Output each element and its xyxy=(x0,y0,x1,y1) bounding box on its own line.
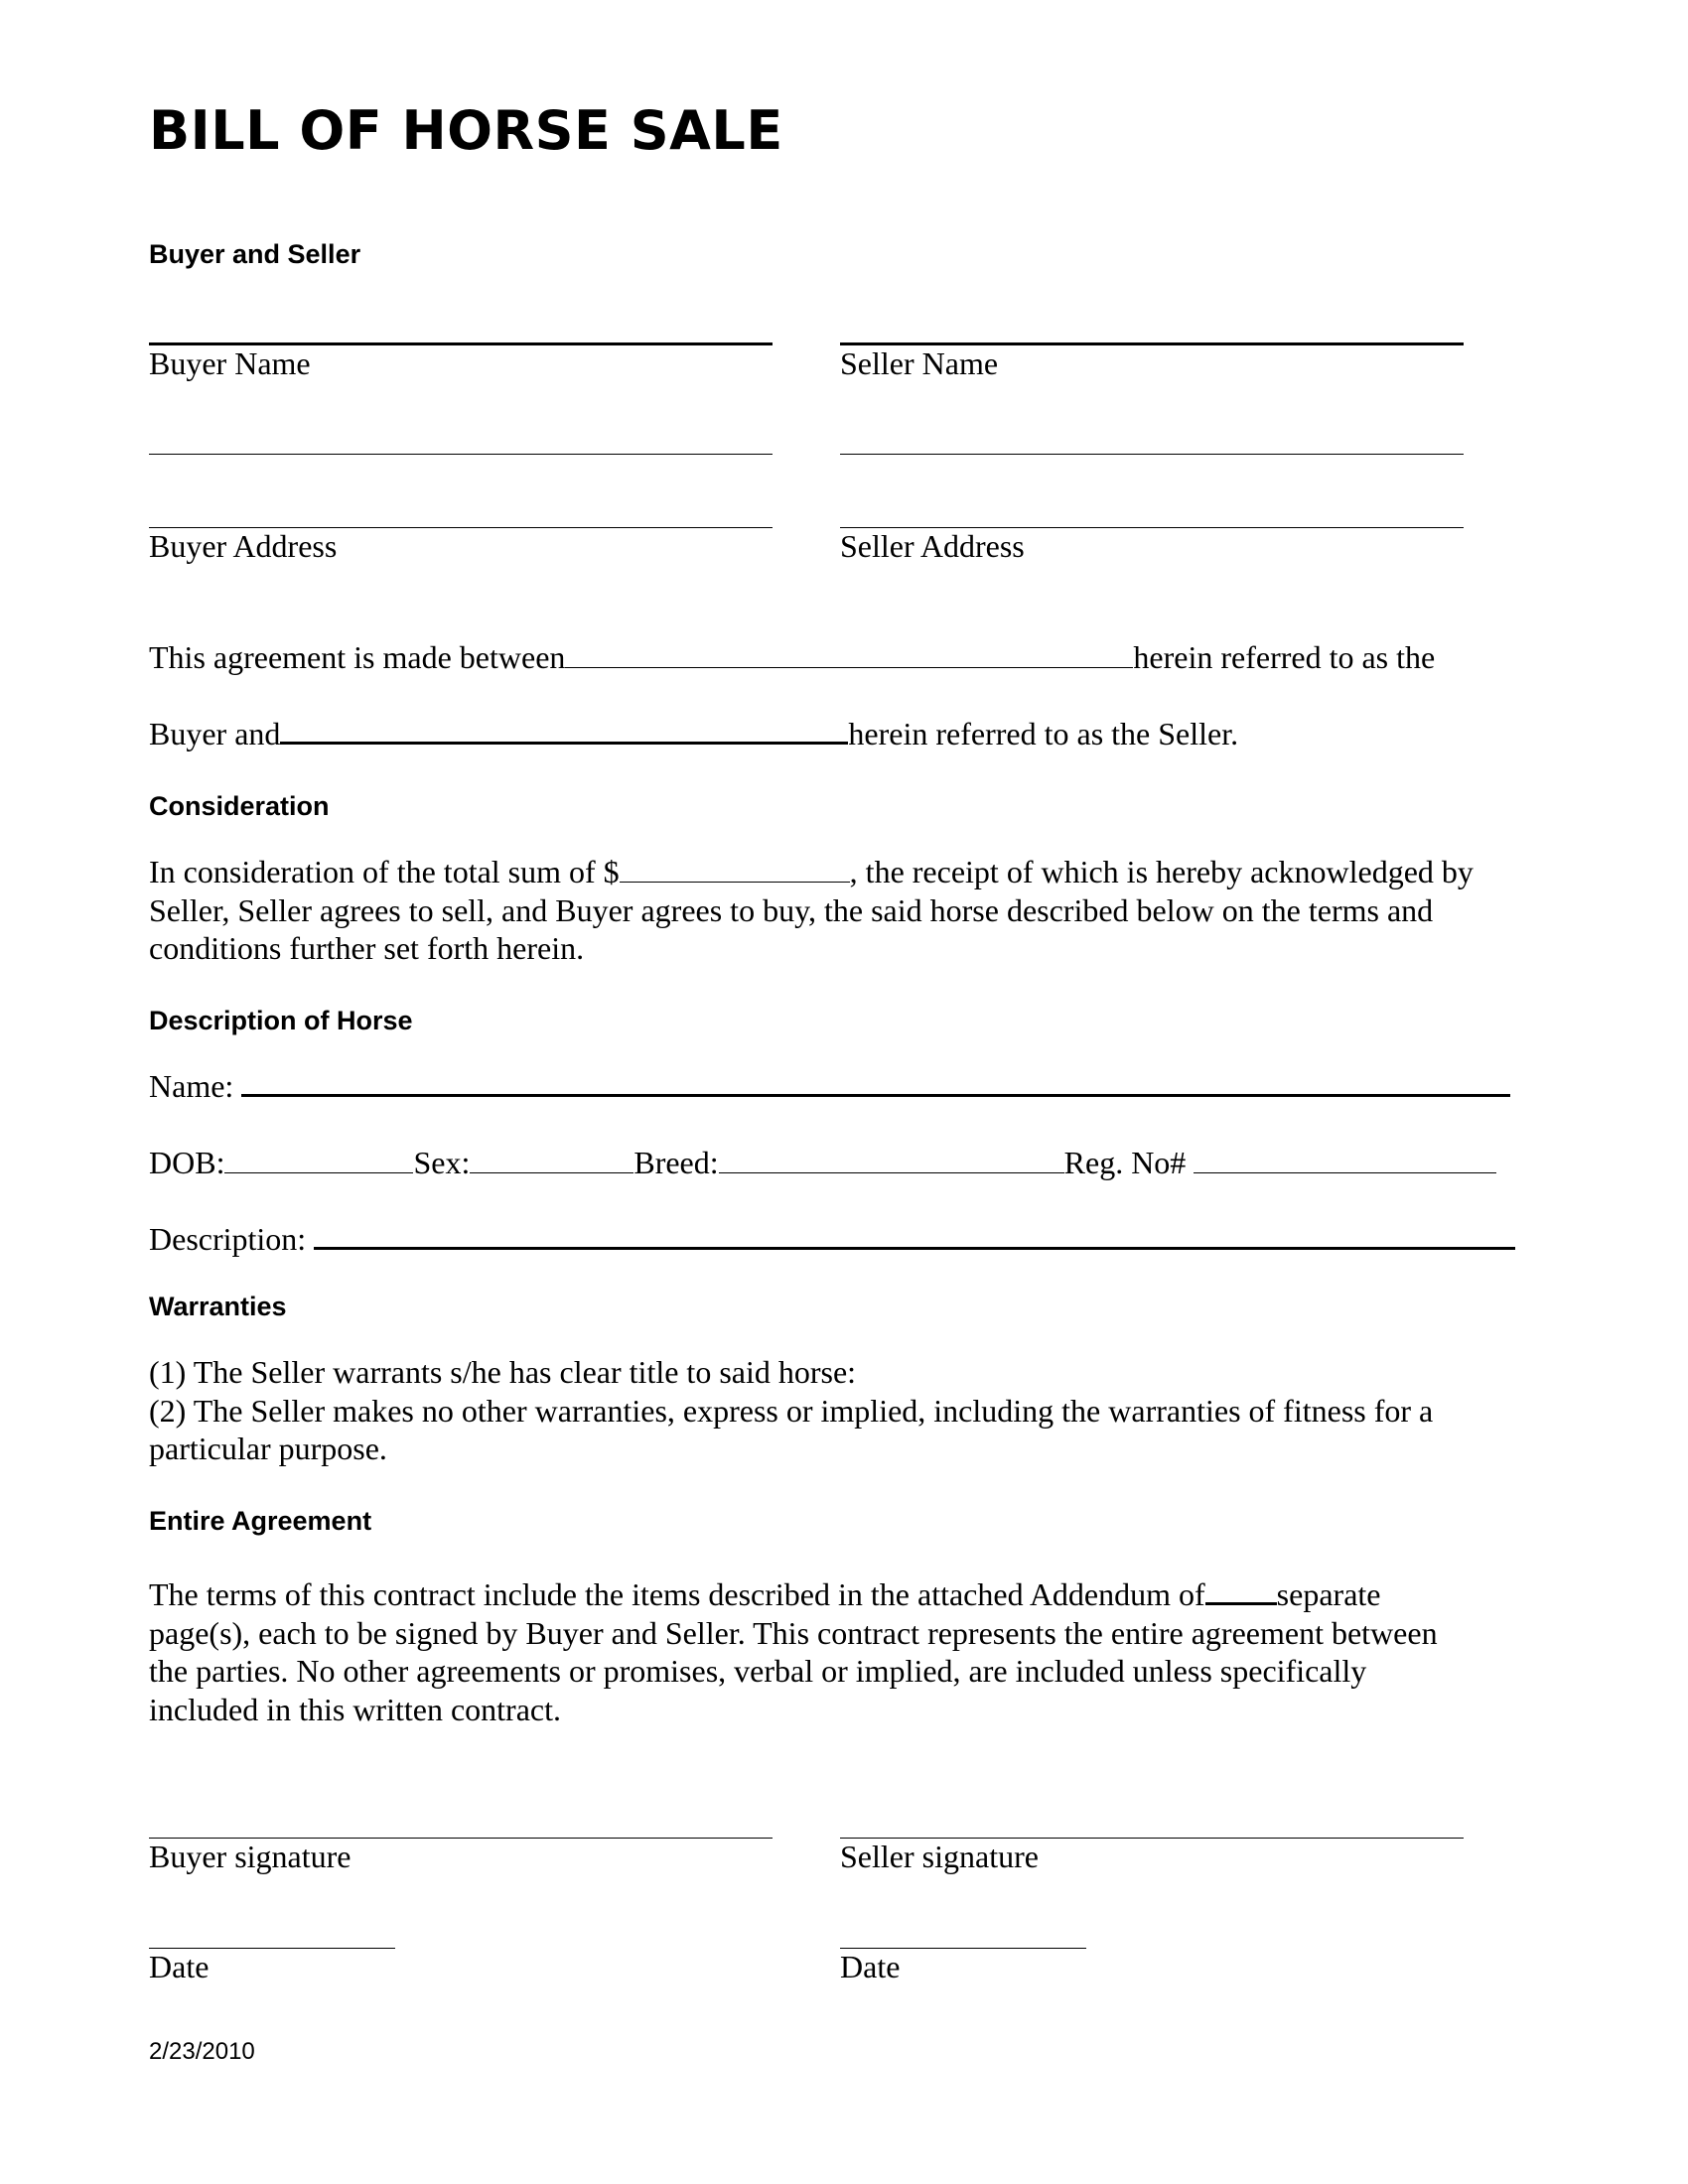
addendum-pages-field[interactable] xyxy=(1205,1576,1277,1605)
dob-label: DOB: xyxy=(149,1145,225,1180)
seller-fill-blank[interactable] xyxy=(280,716,848,745)
section-heading-consideration: Consideration xyxy=(149,791,330,821)
reg-no-field[interactable] xyxy=(1194,1147,1496,1173)
consideration-line-2: Seller, Seller agrees to sell, and Buyer agrees to buy, the said horse described below on the terms and xyxy=(149,891,1434,928)
seller-name-label: Seller Name xyxy=(840,345,999,381)
agreement-line-1 xyxy=(149,638,1435,676)
document-title: BILL OF HORSE SALE xyxy=(149,99,783,162)
horse-name-row xyxy=(149,1067,1510,1105)
sex-label: Sex: xyxy=(413,1145,471,1180)
consideration-line-3: conditions further set forth herein. xyxy=(149,930,585,966)
section-heading-buyer-seller: Buyer and Seller xyxy=(149,239,361,269)
footer-date: 2/23/2010 xyxy=(149,2038,255,2065)
sex-field[interactable] xyxy=(470,1147,633,1173)
consideration-text-start: In consideration of the total sum of $ xyxy=(149,854,620,889)
seller-address-line-1[interactable] xyxy=(840,454,1464,455)
agreement-text-end: herein referred to as the xyxy=(1133,639,1436,675)
sum-fill-blank[interactable] xyxy=(620,856,850,883)
buyer-address-label: Buyer Address xyxy=(149,528,338,564)
entire-line-4: included in this written contract. xyxy=(149,1691,561,1727)
reg-no-label: Reg. No# xyxy=(1063,1145,1187,1180)
agreement-buyer-and: Buyer and xyxy=(149,716,281,751)
entire-agreement-paragraph xyxy=(149,1575,1539,1728)
breed-label: Breed: xyxy=(633,1145,719,1180)
agreement-line-2 xyxy=(149,715,1238,752)
section-heading-warranties: Warranties xyxy=(149,1292,287,1321)
horse-description-row xyxy=(149,1220,1515,1258)
buyer-name-label: Buyer Name xyxy=(149,345,311,381)
horse-name-label: Name: xyxy=(149,1068,234,1104)
agreement-seller-text: herein referred to as the Seller. xyxy=(848,716,1239,751)
warranty-1: (1) The Seller warrants s/he has clear title to said horse: xyxy=(149,1354,857,1390)
buyer-address-line-1[interactable] xyxy=(149,454,773,455)
horse-description-field[interactable] xyxy=(314,1221,1515,1250)
section-heading-description: Description of Horse xyxy=(149,1006,413,1035)
seller-address-label: Seller Address xyxy=(840,528,1025,564)
entire-line-3: the parties. No other agreements or promises, verbal or implied, are included unless specifically xyxy=(149,1653,1367,1689)
buyer-fill-blank[interactable] xyxy=(565,641,1133,668)
seller-date-label: Date xyxy=(840,1949,901,1984)
seller-signature-label: Seller signature xyxy=(840,1839,1039,1874)
buyer-date-label: Date xyxy=(149,1949,210,1984)
consideration-text-end: , the receipt of which is hereby acknowledged by xyxy=(849,854,1474,889)
horse-details-row xyxy=(149,1144,1496,1181)
breed-field[interactable] xyxy=(719,1147,1064,1173)
entire-line-2: page(s), each to be signed by Buyer and Seller. This contract represents the entire agreement between xyxy=(149,1614,1438,1651)
warranty-2: (2) The Seller makes no other warranties, express or implied, including the warranties of fitness for a xyxy=(149,1392,1434,1429)
horse-description-label: Description: xyxy=(149,1221,307,1257)
consideration-paragraph xyxy=(149,853,1539,968)
horse-name-field[interactable] xyxy=(241,1068,1510,1097)
buyer-signature-label: Buyer signature xyxy=(149,1839,352,1874)
entire-text-start: The terms of this contract include the items described in the attached Addendum of xyxy=(149,1576,1205,1612)
dob-field[interactable] xyxy=(224,1147,413,1173)
agreement-text-start: This agreement is made between xyxy=(149,639,566,675)
section-heading-entire-agreement: Entire Agreement xyxy=(149,1506,372,1536)
warranties-paragraph xyxy=(149,1353,1539,1468)
warranty-2-cont: particular purpose. xyxy=(149,1431,387,1466)
entire-text-end: separate xyxy=(1276,1576,1381,1612)
